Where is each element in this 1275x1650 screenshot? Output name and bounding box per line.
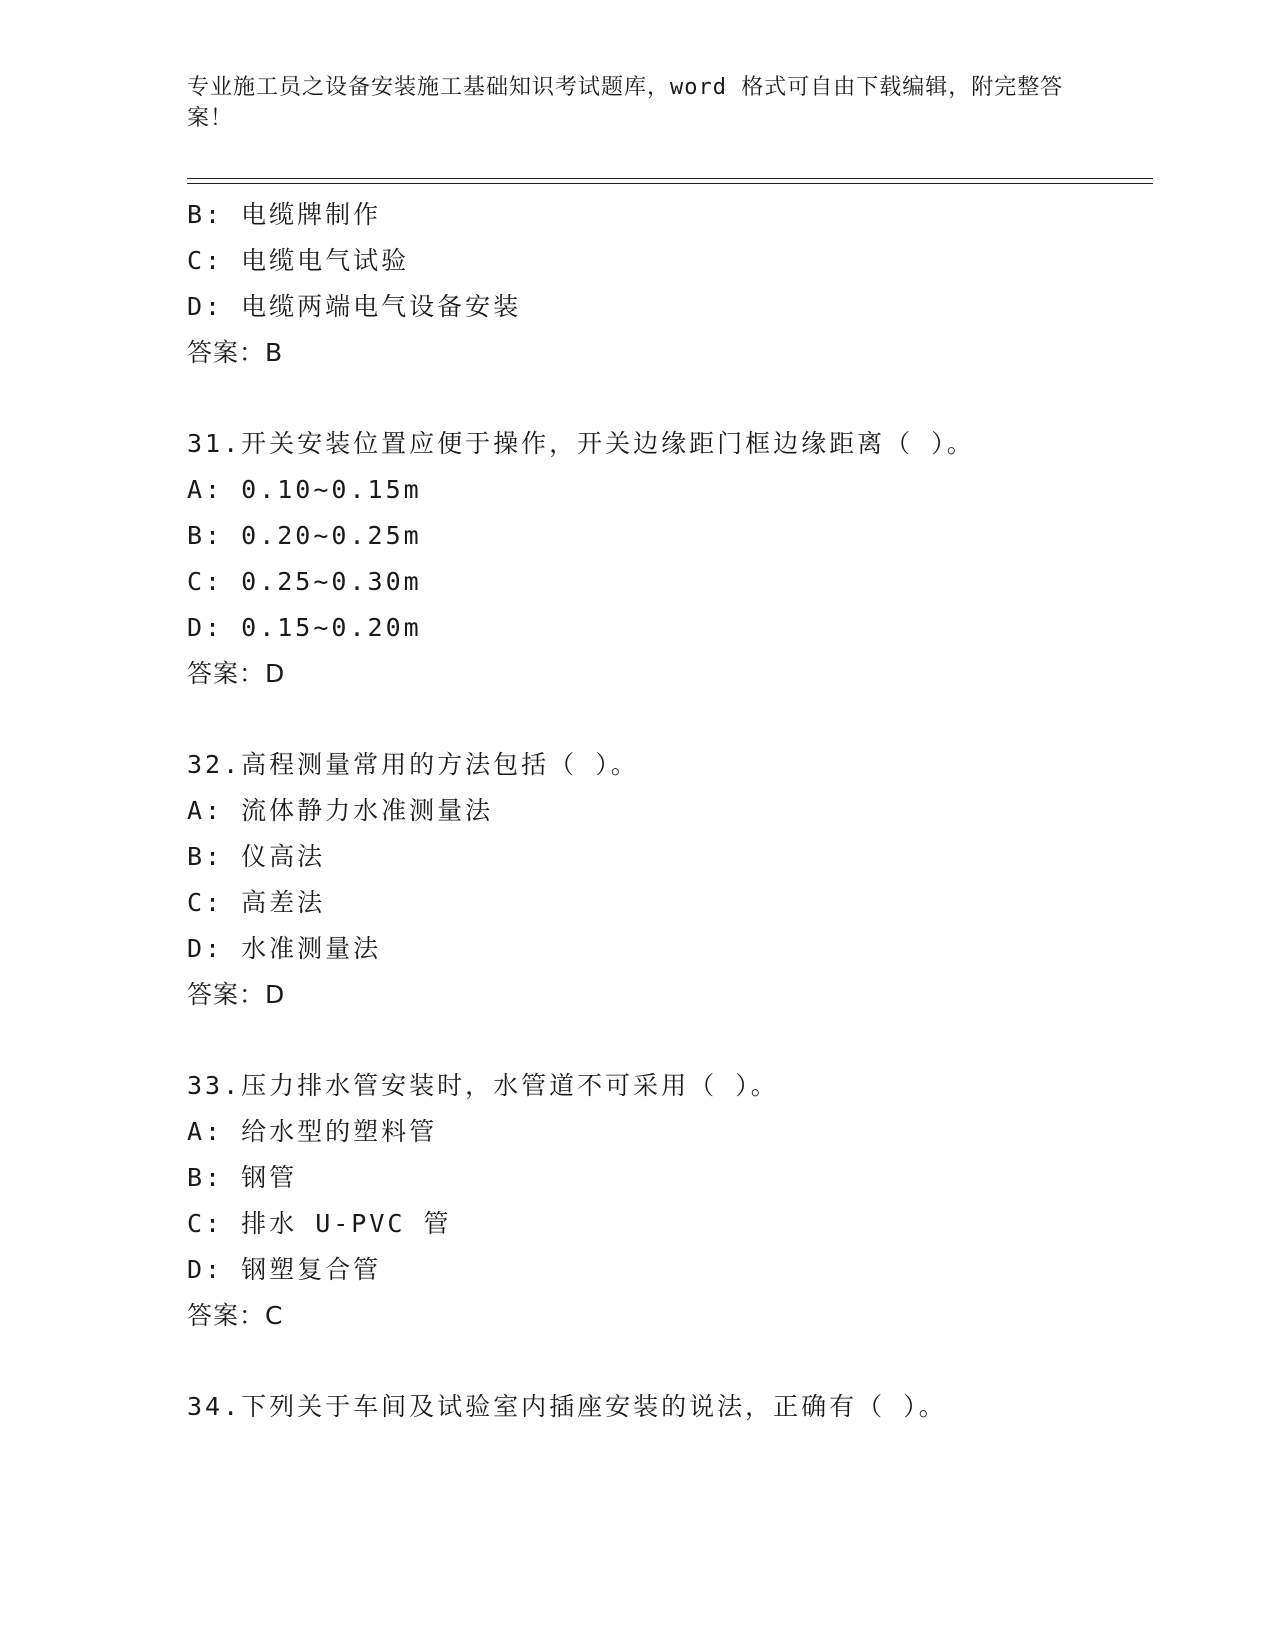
answer-line: 答案：D [187, 659, 286, 688]
option-d: D: 0.15~0.20m [187, 613, 422, 642]
question-34 [187, 1384, 1153, 1430]
option-d: D: 水准测量法 [187, 934, 382, 963]
option-c: C: 电缆电气试验 [187, 246, 410, 275]
question-stem: 31.开关安装位置应便于操作，开关边缘距门框边缘距离（ ）。 [187, 429, 975, 458]
option-c: C: 高差法 [187, 888, 326, 917]
answer-line: 答案：C [187, 1301, 284, 1330]
question-stem: 34.下列关于车间及试验室内插座安装的说法，正确有（ ）。 [187, 1392, 947, 1421]
option-d: D: 电缆两端电气设备安装 [187, 292, 522, 321]
option-b: B: 0.20~0.25m [187, 521, 422, 550]
option-b: B: 电缆牌制作 [187, 200, 382, 229]
continued-question [187, 192, 1153, 376]
option-a: A: 0.10~0.15m [187, 475, 422, 504]
answer-line: 答案：D [187, 980, 286, 1009]
answer-line: 答案：B [187, 338, 284, 367]
question-32 [187, 742, 1153, 1018]
option-c: C: 排水 U-PVC 管 [187, 1209, 452, 1238]
header-divider-bottom [187, 183, 1153, 184]
question-list [187, 192, 1153, 1430]
header-divider-top [187, 178, 1153, 179]
question-31 [187, 421, 1153, 697]
question-33 [187, 1063, 1153, 1339]
question-stem: 33.压力排水管安装时，水管道不可采用（ ）。 [187, 1071, 779, 1100]
option-a: A: 给水型的塑料管 [187, 1117, 438, 1146]
option-a: A: 流体静力水准测量法 [187, 796, 494, 825]
option-d: D: 钢塑复合管 [187, 1255, 382, 1284]
page-header: 专业施工员之设备安装施工基础知识考试题库，word 格式可自由下载编辑，附完整答案！ [187, 75, 1064, 131]
question-stem: 32.高程测量常用的方法包括（ ）。 [187, 750, 639, 779]
option-c: C: 0.25~0.30m [187, 567, 422, 596]
option-b: B: 仪高法 [187, 842, 326, 871]
option-b: B: 钢管 [187, 1163, 298, 1192]
